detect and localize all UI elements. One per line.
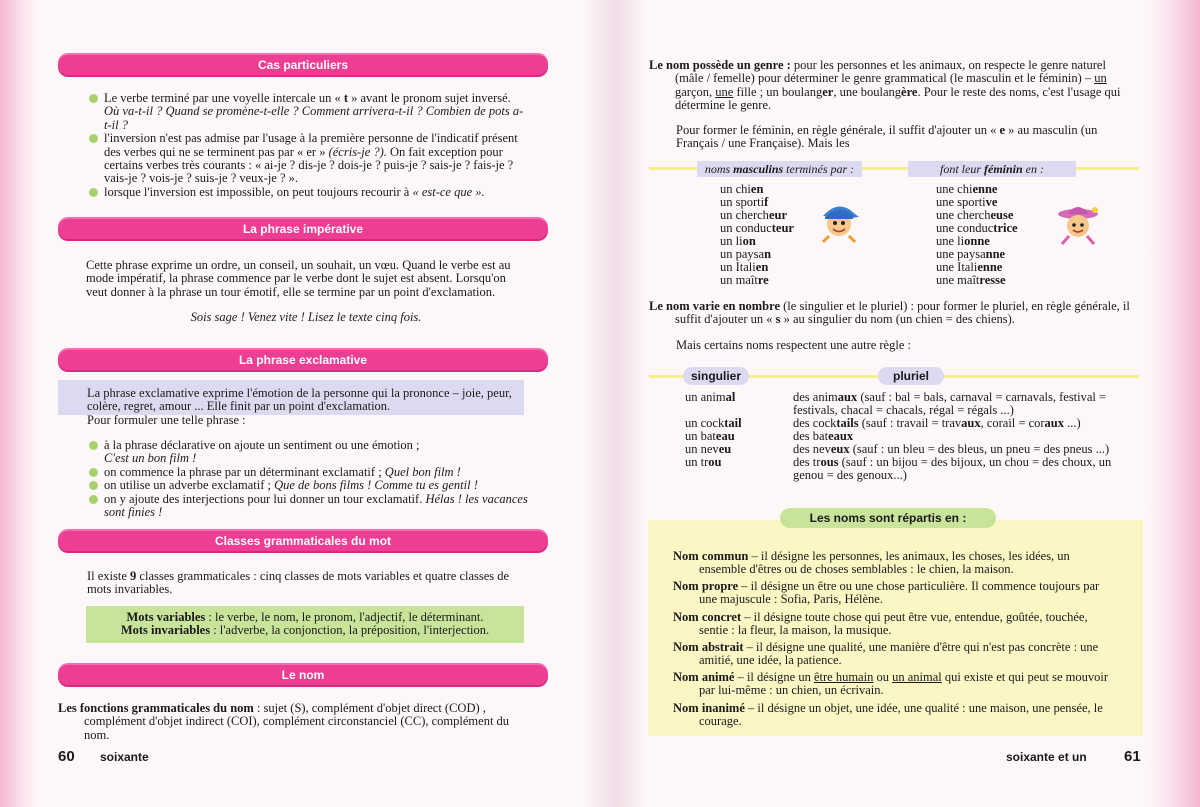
plural-stem: des cock bbox=[793, 416, 837, 430]
classes-count: 9 bbox=[130, 569, 137, 583]
header-bold: féminin bbox=[984, 162, 1023, 176]
word-ending: n bbox=[764, 247, 772, 261]
nom-definition: – il désigne les personnes, les animaux, les choses, les idées, un ensemble d'êtres ou de choses semblables : le chien, la maison. bbox=[699, 549, 1070, 577]
plural-exception: (sauf : un bleu = des bleus, un pneu = des pneus ...) bbox=[849, 442, 1110, 456]
masculin-word bbox=[720, 274, 830, 287]
word-stem: un sporti bbox=[720, 195, 765, 209]
section-banner-cas-particuliers: Cas particuliers bbox=[58, 55, 548, 75]
example-text: Sois sage ! Venez vite ! Lisez le texte cinq fois. bbox=[190, 310, 422, 324]
plural-exception: (sauf : bal = bals, carnaval = carnavals, festival = festivals, chacal = chacals, régal = régals ...) bbox=[793, 390, 1107, 418]
mots-invariables-text: : l'adverbe, la conjonction, la préposition, l'interjection. bbox=[210, 623, 490, 638]
plural-ending: aux bbox=[961, 416, 981, 430]
feminin-text: » au masculin (un Français / une Française). Mais les bbox=[676, 123, 1098, 151]
plural-exception: ...) bbox=[1064, 416, 1081, 430]
feminin-text: Pour former le féminin, en règle générale, il suffit d'ajouter un « bbox=[676, 123, 1000, 137]
word-ending: trice bbox=[993, 221, 1018, 235]
list-item bbox=[88, 466, 528, 479]
book-gutter bbox=[585, 0, 645, 807]
list-item bbox=[88, 132, 528, 186]
plural-singulier bbox=[685, 456, 785, 469]
plural-ending: eaux bbox=[828, 429, 854, 443]
word-ending: resse bbox=[979, 273, 1006, 287]
nom-propre-entry bbox=[673, 580, 1118, 607]
plural-stem: un anim bbox=[685, 390, 726, 404]
word-ending: on bbox=[742, 234, 756, 248]
nombre-paragraph bbox=[649, 300, 1139, 327]
list-item-example: C'est un bon film ! bbox=[104, 451, 197, 466]
classes-intro bbox=[87, 570, 527, 597]
section-banner-le-nom: Le nom bbox=[58, 665, 548, 685]
word-ending: onne bbox=[964, 234, 990, 248]
plural-ending: tail bbox=[724, 416, 742, 430]
imperative-body: Cette phrase exprime un ordre, un conseil, un souhait, un vœu. Quand le verbe est au mode impératif, la phrase commence par le verbe dont le sujet est absent. Lorsqu'on veut donner à la phrase un tour émotif, elle se termine par un point d'exclamation. bbox=[86, 258, 511, 299]
mots-variables-line bbox=[86, 611, 524, 624]
list-item bbox=[88, 493, 528, 520]
genre-une: une bbox=[715, 84, 734, 99]
word-stem: un maît bbox=[720, 273, 758, 287]
plural-ending: ou bbox=[708, 455, 722, 469]
nom-underlined: être humain bbox=[813, 670, 874, 684]
plural-ending: eux bbox=[830, 442, 850, 456]
exclamative-definition-box bbox=[58, 380, 524, 415]
exclamative-intro: Pour formuler une telle phrase : bbox=[87, 413, 246, 427]
classes-summary-box bbox=[86, 606, 524, 643]
word-stem: une cherch bbox=[936, 208, 991, 222]
word-stem: une paysa bbox=[936, 247, 986, 261]
cas-particuliers-list bbox=[88, 92, 528, 199]
nom-commun-entry bbox=[673, 550, 1118, 577]
nombre-label: Le nom varie en nombre bbox=[649, 299, 781, 313]
word-stem: une li bbox=[936, 234, 965, 248]
fonctions-du-nom bbox=[58, 702, 528, 742]
feminin-word bbox=[936, 274, 1046, 287]
repartis-title: Les noms sont répartis en : bbox=[780, 508, 996, 528]
nombre-mais: Mais certains noms respectent une autre règle : bbox=[676, 338, 911, 352]
nombre-text: » au singulier du nom (un chien = des chiens). bbox=[780, 312, 1015, 327]
list-item bbox=[88, 92, 528, 132]
nom-term: Nom animé bbox=[673, 670, 735, 684]
plural-stem: un bat bbox=[685, 429, 716, 443]
word-ending: euse bbox=[990, 208, 1014, 222]
nombre-text: (le singulier et le pluriel) : pour former le pluriel, en règle générale, il suffit d'ajouter un « bbox=[675, 299, 1130, 327]
nom-abstrait-entry bbox=[673, 641, 1118, 668]
list-item-example: (écris-je ?). bbox=[328, 144, 387, 159]
list-item-example: Hélas ! les vacances sont finies ! bbox=[104, 491, 528, 520]
imperative-example bbox=[86, 311, 526, 324]
plural-ending: eau bbox=[715, 429, 735, 443]
exclamative-list bbox=[88, 439, 528, 519]
page-edge-right bbox=[1148, 0, 1200, 807]
plural-exception: (sauf : travail = trav bbox=[858, 416, 962, 430]
plural-ending: ous bbox=[820, 455, 839, 469]
word-stem: un chi bbox=[720, 182, 751, 196]
list-item-text: on y ajoute des interjections pour lui donner un tour exclamatif. bbox=[104, 491, 423, 506]
genre-suffix: ère bbox=[901, 84, 918, 99]
word-stem: une maît bbox=[936, 273, 980, 287]
singulier-label: singulier bbox=[683, 367, 749, 385]
header-bold: masculins bbox=[733, 162, 784, 176]
feminins-column bbox=[936, 183, 1046, 287]
word-stem: une conduc bbox=[936, 221, 994, 235]
word-ending: ve bbox=[985, 195, 998, 209]
genre-text: fille ; un boulang bbox=[733, 84, 823, 99]
list-item-text: Le verbe terminé par une voyelle intercale un « bbox=[104, 91, 344, 105]
feminin-letter: e bbox=[999, 123, 1006, 137]
classes-intro-text: Il existe bbox=[87, 569, 131, 583]
page-number-right: 61 bbox=[1124, 748, 1141, 765]
nom-definition: – il désigne un être ou une chose particulière. Il commence toujours par une majuscule : Sofia, Paris, Hélène. bbox=[699, 579, 1100, 607]
nom-term: Nom concret bbox=[673, 610, 742, 624]
word-ending: nne bbox=[985, 247, 1006, 261]
genre-text: garçon, bbox=[675, 84, 716, 99]
nom-definition: – il désigne une qualité, une manière d'être qui n'est pas concrète : une amitié, une idée, la patience. bbox=[699, 640, 1099, 668]
word-stem: une sporti bbox=[936, 195, 986, 209]
section-banner-classes-grammaticales: Classes grammaticales du mot bbox=[58, 531, 548, 551]
list-item-example: Que de bons films ! Comme tu es gentil ! bbox=[274, 478, 478, 493]
list-item bbox=[88, 479, 528, 492]
mots-variables-text: : le verbe, le nom, le pronom, l'adjectif, le déterminant. bbox=[205, 610, 484, 624]
plural-ending: aux bbox=[1044, 416, 1064, 430]
exclamative-definition: La phrase exclamative exprime l'émotion de la personne qui la prononce – joie, peur, colère, regret, amour ... Elle finit par un point d'exclamation. bbox=[87, 386, 512, 414]
genre-un: un bbox=[1094, 71, 1107, 86]
plural-stem: un cock bbox=[685, 416, 725, 430]
page-word-right: soixante et un bbox=[1006, 750, 1087, 764]
word-ending: en bbox=[755, 260, 769, 274]
list-item-text: On fait exception pour certains verbes très courants : « ai-je ? dis-je ? dois-je ? puis-je ? sais-je ? fais-je ? vais-je ? vois-je ? suis-je ? veux-je ? ». bbox=[104, 144, 514, 186]
word-ending: en bbox=[750, 182, 764, 196]
girl-mascot-icon bbox=[1053, 202, 1103, 246]
nom-inanime-entry bbox=[673, 702, 1118, 729]
nom-definition: – il désigne toute chose qui peut être vue, entendue, goûtée, touchée, sentie : la fleur, la maison, la musique. bbox=[699, 610, 1088, 638]
header-feminins bbox=[908, 161, 1076, 177]
word-stem: une chi bbox=[936, 182, 973, 196]
header-text: en : bbox=[1022, 162, 1044, 176]
word-ending: re bbox=[757, 273, 769, 287]
plural-stem: un nev bbox=[685, 442, 719, 456]
plural-singulier bbox=[685, 391, 785, 404]
word-ending: eur bbox=[768, 208, 787, 222]
genre-paragraph bbox=[649, 59, 1135, 113]
page-edge-left bbox=[0, 0, 38, 807]
mots-invariables-line bbox=[86, 624, 524, 637]
list-item-example: « est-ce que ». bbox=[412, 184, 485, 199]
masculins-column bbox=[720, 183, 830, 287]
plural-stem: des nev bbox=[793, 442, 831, 456]
list-item bbox=[88, 439, 528, 466]
nom-concret-entry bbox=[673, 611, 1118, 638]
word-stem: une Itali bbox=[936, 260, 978, 274]
plural-ending: eu bbox=[718, 442, 732, 456]
plural-exception: , corail = cor bbox=[980, 416, 1045, 430]
word-stem: un cherch bbox=[720, 208, 769, 222]
word-ending: teur bbox=[771, 221, 794, 235]
list-item-text: on commence la phrase par un déterminant exclamatif ; bbox=[104, 464, 382, 479]
nom-term: Nom inanimé bbox=[673, 701, 745, 715]
nom-anime-entry bbox=[673, 671, 1118, 698]
plural-pluriel bbox=[793, 391, 1138, 418]
genre-text: . Pour le reste des noms, c'est l'usage qui détermine le genre. bbox=[675, 84, 1121, 113]
nom-definition: ou bbox=[873, 670, 893, 684]
plural-exception: (sauf : un bijou = des bijoux, un chou = des choux, un genou = des genoux...) bbox=[793, 455, 1112, 483]
word-stem: un paysa bbox=[720, 247, 765, 261]
plural-ending: tails bbox=[836, 416, 859, 430]
list-item-text: lorsque l'inversion est impossible, on peut toujours recourir à bbox=[104, 184, 410, 199]
plural-ending: al bbox=[725, 390, 736, 404]
plural-ending: aux bbox=[837, 390, 858, 404]
pluriel-label: pluriel bbox=[878, 367, 944, 385]
word-stem: un conduc bbox=[720, 221, 772, 235]
nom-term: Nom abstrait bbox=[673, 640, 744, 654]
plural-stem: un tr bbox=[685, 455, 709, 469]
nom-term: Nom propre bbox=[673, 579, 739, 593]
plural-stem: des tr bbox=[793, 455, 821, 469]
fonctions-label: Les fonctions grammaticales du nom bbox=[58, 701, 254, 715]
list-item-text: à la phrase déclarative on ajoute un sentiment ou une émotion ; bbox=[104, 438, 420, 452]
word-ending: enne bbox=[977, 260, 1003, 274]
section-banner-phrase-imperative: La phrase impérative bbox=[58, 219, 548, 239]
nom-definition: – il désigne un bbox=[734, 670, 814, 684]
plural-stem: des anim bbox=[793, 390, 838, 404]
word-stem: un li bbox=[720, 234, 743, 248]
genre-label: Le nom possède un genre : bbox=[649, 58, 791, 72]
list-item-bold: t bbox=[343, 91, 348, 105]
nom-definition: qui existe et qui peut se mouvoir par lui-même : un chien, un écrivain. bbox=[699, 670, 1109, 698]
word-stem: un Itali bbox=[720, 260, 756, 274]
header-text: font leur bbox=[940, 162, 984, 176]
plural-stem: des bat bbox=[793, 429, 829, 443]
page-word-left: soixante bbox=[100, 750, 149, 764]
header-text: terminés par : bbox=[783, 162, 855, 176]
list-item-text: on utilise un adverbe exclamatif ; bbox=[104, 478, 271, 493]
plural-pluriel bbox=[793, 456, 1138, 483]
list-item-example: Où va-t-il ? Quand se promène-t-elle ? Comment arrivera-t-il ? Combien de pots a-t-il ? bbox=[104, 104, 524, 132]
list-item-text: l'inversion n'est pas admise par l'usage à la première personne de l'indicatif présent des verbes qui ne se terminent pas par « er » bbox=[104, 131, 518, 159]
list-item bbox=[88, 186, 528, 199]
header-text: noms bbox=[704, 162, 734, 176]
nom-underlined: un animal bbox=[892, 670, 942, 684]
genre-suffix: er bbox=[822, 84, 834, 99]
header-masculins bbox=[697, 161, 862, 177]
genre-text: , une boulang bbox=[833, 84, 902, 99]
genre-text: pour les personnes et les animaux, on respecte le genre naturel (mâle / femelle) pour déterminer le genre grammatical (le masculin et le féminin) – bbox=[675, 58, 1106, 86]
classes-intro-text: classes grammaticales : cinq classes de mots variables et quatre classes de mots invariables. bbox=[87, 569, 510, 597]
word-ending: enne bbox=[972, 182, 998, 196]
nom-term: Nom commun bbox=[673, 549, 749, 563]
feminin-rule bbox=[676, 124, 1136, 151]
list-item-text: » avant le pronom sujet inversé. bbox=[348, 91, 511, 105]
boy-mascot-icon bbox=[815, 200, 863, 244]
word-ending: f bbox=[764, 195, 769, 209]
mots-variables-label: Mots variables bbox=[126, 610, 206, 624]
list-item-example: Quel bon film ! bbox=[384, 464, 461, 479]
nom-definition: – il désigne un objet, une idée, une qualité : une maison, une pensée, le courage. bbox=[699, 701, 1103, 729]
section-banner-phrase-exclamative: La phrase exclamative bbox=[58, 350, 548, 370]
nombre-letter: s bbox=[775, 312, 781, 327]
fonctions-text: : sujet (S), complément d'objet direct (COD) , complément d'objet indirect (COI), complément circonstanciel (CC), complément du nom. bbox=[84, 701, 510, 742]
page-number-left: 60 bbox=[58, 748, 75, 765]
mots-invariables-label: Mots invariables bbox=[120, 623, 211, 638]
